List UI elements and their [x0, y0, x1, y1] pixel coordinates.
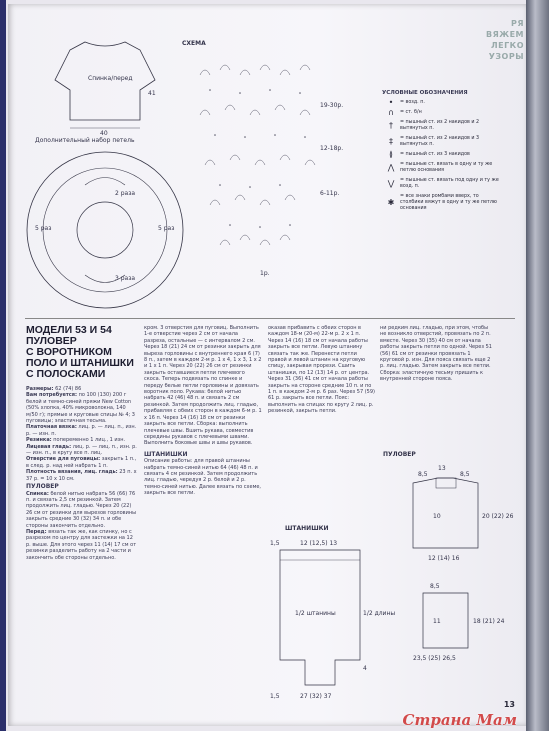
- pullover-pattern-chart: [378, 448, 513, 668]
- size-label: 12 (12,5) 13: [300, 540, 338, 547]
- chart-label: ШТАНИШКИ: [285, 525, 329, 532]
- row-label: 19-30р.: [320, 102, 344, 109]
- dim-40: 40: [100, 130, 108, 137]
- crochet-schema: [180, 35, 380, 285]
- size-label: 8,5: [460, 471, 470, 478]
- legend-text: = пышный ст. из 2 накидов и 2 вытянутых п.: [400, 120, 480, 132]
- article-col-3: оказав прибавить с обеих сторон в каждом 18-м (20-м) 22-м р. 2 х 1 п. Через 14 (16) 18 см от начала работы закрыть все петли. Левую штанину связать так же. Перенести петли правой и левой штанин на круговую спицу, закрывая прорези. Сшить штанишки, по 12 (13) 14 р. от центра. Через 31 (36) 41 см от начала работы закрыть на стороне средние 10 п. и по 1 п. в каждом 2-м р. 6 раз. Через 57 (59) 61 р. закрыть все петли. Пояс: выполнить на спицах по кругу 2 лиц. р. резинкой, закрыть петли.: [268, 325, 375, 415]
- article-col-2: кром. 3 отверстия для пуговиц. Выполнить 1-е отверстие через 2 см от начала разреза, остальные — с интервалом 2 см. Через 18 (21) 24 см от резинки закрыть для выреза горловины с внутреннего края 6 (7) 8 п., затем в каждом 2-м р. 1 х 4, 1 х 3, 1 х 2 и 1 х 1 п. Через 20 (22) 26 см от резинки закрыть оставшиеся петли плечевого скоса. Теперь подвязать по спинке и переду белые петли горловины и довязать воротник поло. Рукава: белой нитью набрать 42 (46) 48 п. и связать 2 см резинкой. Затем продолжить лиц. гладью, прибавляя с обеих сторон в каждом 6-м р. 1 х 16 п. Через 14 (16) 18 см от резинки закрыть все петли. Сборка: выполнить плечевые швы. Вшить рукава, совместив середины рукавов с плечевыми швами. Выполнить боковые швы и швы рукавов. ШТАНИШКИ Описание работы: для правой штанины набрать темно-синей нитью 64 (46) 48 п. и связать 4 см резинкой. Затем продолжить лиц. гладью, чередуя 2 р. белой и 2 р. темно-синей нитью. Далее вязать по схеме, закрыть все петли.: [144, 325, 262, 497]
- size-label: 27 (32) 37: [300, 693, 332, 700]
- row-label: 12-18р.: [320, 145, 344, 152]
- size-label: 18 (21) 24: [473, 618, 505, 625]
- collar-note: Дополнительный набор петель: [35, 137, 135, 144]
- size-label: 20 (22) 26: [482, 513, 514, 520]
- legend-symbol: •: [388, 98, 394, 108]
- schema-title: СХЕМА: [182, 40, 206, 47]
- legend-item: [382, 100, 502, 106]
- legend-symbol: ‡: [389, 137, 393, 147]
- legend-item: [382, 194, 502, 212]
- row-label: 6-11р.: [320, 190, 340, 197]
- legend-text: = пышный ст. из 2 накидов и 3 вытянутых п.: [400, 136, 480, 148]
- circle-label: 3 раза: [115, 275, 136, 282]
- size-label: 8,5: [418, 471, 428, 478]
- legend-symbol: ⋀: [387, 163, 395, 173]
- article-col-4: ни редким лиц. гладью, при этом, чтобы не возникло отверстий, провязать по 2 п. вместе. Через 30 (35) 40 см от начала работы закрыть петли по одной. Через 51 (56) 61 см от резинки провязать 1 круговой р. изн. Для пояса связать еще 2 р. лиц. гладью. Затем закрыть все петли. Сборка: эластичную тесьму пришить к внутренней стороне пояса.: [380, 325, 492, 383]
- legend-title: УСЛОВНЫЕ ОБОЗНАЧЕНИЯ: [382, 90, 468, 96]
- legend-symbol: ✱: [387, 198, 395, 208]
- size-label: 10: [433, 513, 441, 520]
- article-body: Размеры: 62 (74) 86 Вам потребуется: по 100 (130) 200 г белой и темно-синей пряжи New Cotton (50% хлопка, 40% микроволокна, 140 м/50 г); прямые и круговые спицы № 4; 3 пуговицы; эластичная тесьма. Платочная вязка: лиц. р. — лиц. п., изн. р. — изн. п. Резинка: попеременно 1 лиц., 1 изн. Лицевая гладь: лиц. р. — лиц. п., изн. р. — изн. п., в кругу все п. лиц. Отверстие для пуговицы: закрыть 1 п., в след. р. над ней набрать 1 п. Плотность вязания, лиц. гладь: 23 п. х 37 р. = 10 х 10 см. ПУЛОВЕР Спинка: белой нитью набрать 56 (66) 76 п. и связать 2,5 см резинкой. Затем продолжить лиц. гладью. Через 20 (22) 26 см от резинки для вырезов горловины закрыть средние 30 (32) 34 п. и обе стороны закончить отдельно. Перед: вязать так же, как спинку, но с разрезом по центру для застежки на 12 р. выше. Для этого через 11 (14) 17 см от резинки разделить работу на 2 части и закончить обе стороны отдельно.: [26, 386, 137, 561]
- circle-label: 2 раза: [115, 190, 136, 197]
- size-label: 8,5: [430, 583, 440, 590]
- legend-item: [382, 136, 502, 148]
- legend-text: = пышные ст. вязать под одну и ту же возд. п.: [400, 178, 499, 190]
- header-tags: РЯ ВЯЖЕМ ЛЕГКО УЗОРЫ: [486, 19, 524, 61]
- legend-text: = все знаки ромбами вверх, то столбики вяжут в одну и ту же петлю основания: [400, 194, 497, 212]
- page-number: 13: [503, 700, 515, 709]
- legend-item: [382, 120, 502, 132]
- article-col-1: [26, 325, 138, 561]
- legend: [382, 90, 502, 216]
- size-label: 1/2 длины: [363, 610, 396, 617]
- legend-item: [382, 110, 502, 116]
- garment-schematic: [30, 20, 180, 320]
- size-label: 13: [438, 465, 446, 472]
- legend-item: [382, 152, 502, 158]
- size-label: 1/2 штанины: [295, 610, 336, 617]
- page-edge-shadow: [526, 0, 549, 731]
- circle-label: 5 раз: [158, 225, 175, 232]
- size-label: 1,5: [270, 693, 280, 700]
- size-label: 23,5 (25) 26,5: [413, 655, 456, 662]
- legend-item: [382, 162, 502, 174]
- size-label: 1,5: [270, 540, 280, 547]
- legend-symbol: ∩: [388, 108, 394, 118]
- watermark: Страна Мам: [402, 711, 517, 729]
- row-label: 1р.: [260, 270, 270, 277]
- legend-item: [382, 178, 502, 190]
- legend-symbol: ⋁: [387, 179, 395, 189]
- garment-label: Спинка/перед: [88, 75, 133, 82]
- article-title: МОДЕЛИ 53 И 54 ПУЛОВЕР С ВОРОТНИКОМ ПОЛО И ШТАНИШКИ С ПОЛОСКАМИ: [26, 324, 134, 380]
- legend-text: = ст. б/н: [400, 110, 422, 116]
- legend-text: = возд. п.: [400, 100, 425, 106]
- size-label: 11: [433, 618, 441, 625]
- chart-label: ПУЛОВЕР: [383, 451, 416, 458]
- legend-text: = пышный ст. из 3 накидов: [400, 152, 470, 158]
- pants-pattern-chart: [265, 520, 396, 710]
- dim-41: 41: [148, 90, 156, 97]
- section-heading: ШТАНИШКИ: [144, 450, 188, 458]
- legend-symbol: ≬: [389, 150, 393, 160]
- left-binding-strip: [0, 0, 6, 731]
- section-divider: [25, 318, 515, 319]
- section-heading: ПУЛОВЕР: [26, 483, 59, 491]
- legend-symbol: †: [389, 121, 393, 131]
- size-label: 4: [363, 665, 367, 672]
- legend-text: = пышные ст. вязать в одну и ту же петлю основания: [400, 162, 493, 174]
- circle-label: 5 раз: [35, 225, 52, 232]
- size-label: 12 (14) 16: [428, 555, 460, 562]
